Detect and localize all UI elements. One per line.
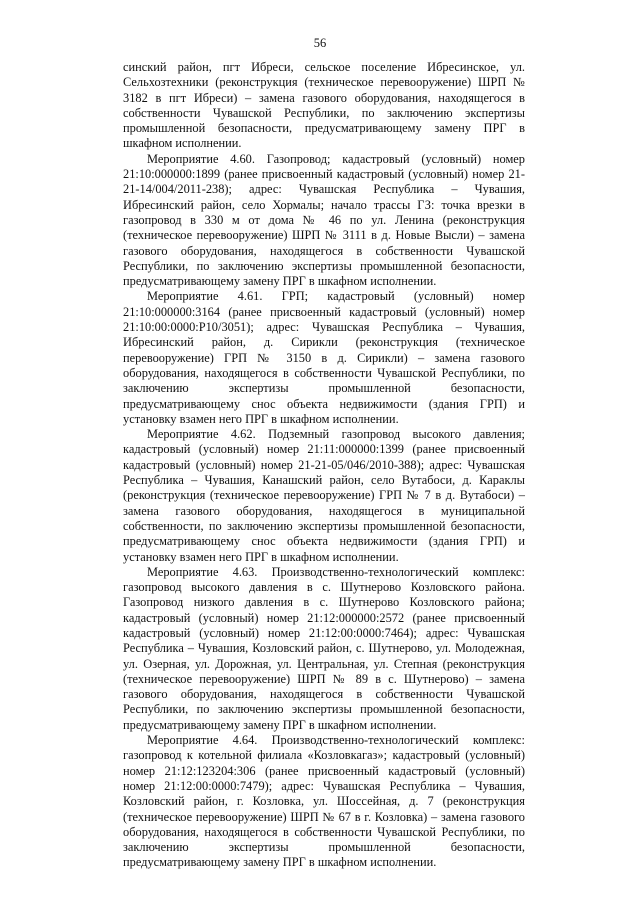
paragraph-continuation: синский район, пгт Ибреси, сельское поселение Ибресинское, ул. Сельхозтехники (реконструкция (техническое перевооружение) ШРП № 3182 в пгт Ибреси) – замена газового оборудования, находящегося в собственности Чувашской Республики, по заключению экспертизы промышленной безопасности, предусматривающему замену ПРГ в шкафном исполнении. [123, 60, 525, 151]
document-body [123, 60, 525, 871]
paragraph-measure-4-64: Мероприятие 4.64. Производственно-технологический комплекс: газопровод к котельной филиала «Козловкагаз»; кадастровый (условный) номер 21:12:123204:306 (ранее присвоенный кадастровый (условный) номер 21:12:00:0000:7479); адрес: Чувашская Республика – Чувашия, Козловский район, г. Козловка, ул. Шоссейная, д. 7 (реконструкция (техническое перевооружение) ШРП № 67 в г. Козловка) – замена газового оборудования, находящегося в собственности Чувашской Республики, по заключению экспертизы промышленной безопасности, предусматривающему замену ПРГ в шкафном исполнении. [123, 733, 525, 870]
paragraph-measure-4-63: Мероприятие 4.63. Производственно-технологический комплекс: газопровод высокого давления в с. Шутнерово Козловского района. Газопровод низкого давления в с. Шутнерово Козловского района; кадастровый (условный) номер 21:12:000000:2572 (ранее присвоенный кадастровый (условный) номер 21:12:00:0000:7464); адрес: Чувашская Республика – Чувашия, Козловский район, с. Шутнерово, ул. Молодежная, ул. Озерная, ул. Дорожная, ул. Центральная, ул. Степная (реконструкция (техническое перевооружение) ШРП № 89 в с. Шутнерово) – замена газового оборудования, находящегося в собственности Чувашской Республики, по заключению экспертизы промышленной безопасности, предусматривающему замену ПРГ в шкафном исполнении. [123, 564, 525, 732]
paragraph-measure-4-60: Мероприятие 4.60. Газопровод; кадастровый (условный) номер 21:10:000000:1899 (ранее присвоенный кадастровый (условный) номер 21-21-14/004/2011-238); адрес: Чувашская Республика – Чувашия, Ибресинский район, село Хормалы; начало трассы ГЗ: точка врезки в газопровод в 330 м от дома № 46 по ул. Ленина (реконструкция (техническое перевооружение) ШРП № 3111 в д. Новые Высли) – замена газового оборудования, находящегося в собственности Чувашской Республики, по заключению экспертизы промышленной безопасности, предусматривающему замену ПРГ в шкафном исполнении. [123, 151, 525, 289]
paragraph-measure-4-62: Мероприятие 4.62. Подземный газопровод высокого давления; кадастровый (условный) номер 21:11:000000:1399 (ранее присвоенный кадастровый (условный) номер 21-21-05/046/2010-388); адрес: Чувашская Республика – Чувашия, Канашский район, село Вутабоси, д. Караклы (реконструкция (техническое перевооружение) ГРП № 7 в д. Вутабоси) – замена газового оборудования, находящегося в муниципальной собственности, по заключению экспертизы промышленной безопасности, предусматривающему снос объекта недвижимости (здания ГРП) и установку взамен него ПРГ в шкафном исполнении. [123, 427, 525, 564]
page-number: 56 [313, 36, 327, 50]
paragraph-measure-4-61: Мероприятие 4.61. ГРП; кадастровый (условный) номер 21:10:000000:3164 (ранее присвоенный кадастровый (условный) номер 21:10:00:0000:Р10/3051); адрес: Чувашская Республика – Чувашия, Ибресинский район, д. Сирикли (реконструкция (техническое перевооружение) ГРП № 3150 в д. Сирикли) – замена газового оборудования, находящегося в собственности Чувашской Республики, по заключению экспертизы промышленной безопасности, предусматривающему снос объекта недвижимости (здания ГРП) и установку взамен него ПРГ в шкафном исполнении. [123, 289, 525, 426]
